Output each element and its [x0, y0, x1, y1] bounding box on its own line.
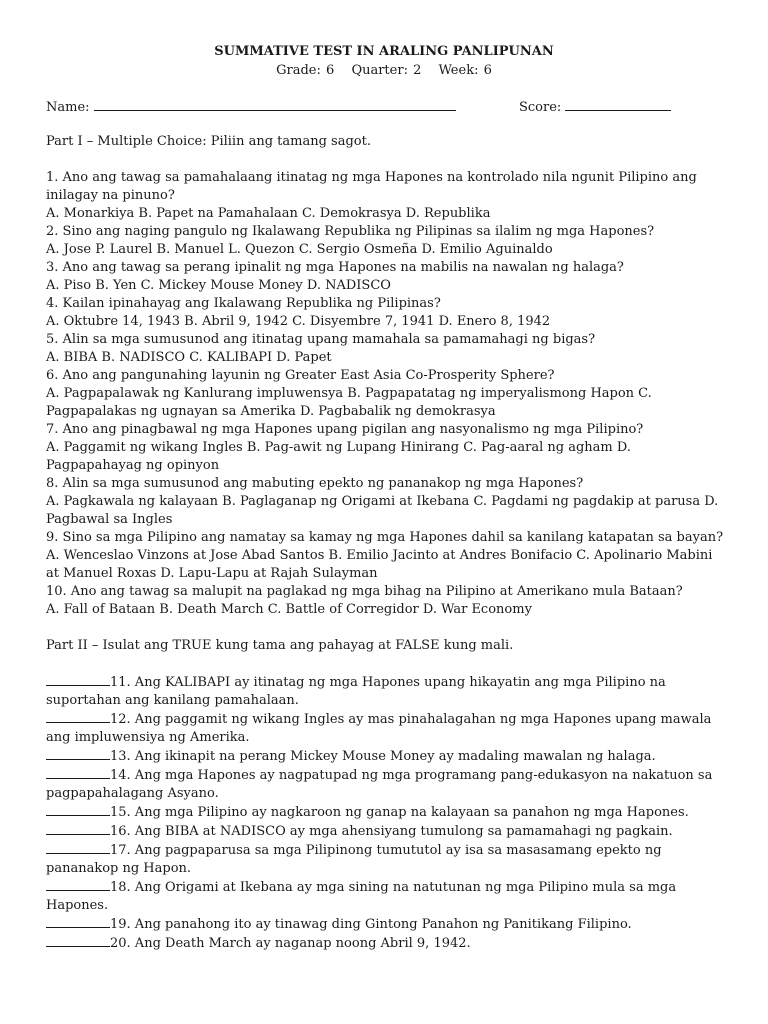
choices-9: A. Wenceslao Vinzons at Jose Abad Santos B. Emilio Jacinto at Andres Bonifacio C. Apolinario Mabini at Manuel Roxas D. Lapu-Lapu at Rajah Sulayman — [46, 548, 713, 581]
answer-blank-16[interactable] — [46, 822, 110, 835]
question-2: 2. Sino ang naging pangulo ng Ikalawang Republika ng Pilipinas sa ilalim ng mga Hapones? — [46, 224, 655, 239]
statement-text-13: 13. Ang ikinapit na perang Mickey Mouse Money ay madaling mawalan ng halaga. — [110, 749, 656, 764]
question-7: 7. Ano ang pinagbawal ng mga Hapones upang pigilan ang nasyonalismo ng mga Pilipino? — [46, 422, 644, 437]
question-1: 1. Ano ang tawag sa pamahalaang itinatag ng mga Hapones na kontrolado nila ngunit Pilipino ang inilagay na pinuno? — [46, 170, 697, 203]
statement-text-14: 14. Ang mga Hapones ay nagpatupad ng mga programang pang-edukasyon na nakatuon sa pagpapahalagang Asyano. — [46, 768, 713, 801]
statement-text-11: 11. Ang KALIBAPI ay itinatag ng mga Hapones upang hikayatin ang mga Pilipino na suportahan ang kanilang pamahalaan. — [46, 675, 666, 708]
test-subtitle — [0, 63, 768, 79]
question-6: 6. Ano ang pangunahing layunin ng Greater East Asia Co-Prosperity Sphere? — [46, 368, 555, 383]
part2-instruction: Part II – Isulat ang TRUE kung tama ang pahayag at FALSE kung mali. — [46, 638, 514, 653]
statement-text-16: 16. Ang BIBA at NADISCO ay mga ahensiyang tumulong sa pamamahagi ng pagkain. — [110, 824, 673, 839]
choices-7: A. Paggamit ng wikang Ingles B. Pag-awit ng Lupang Hinirang C. Pag-aaral ng agham D. Pagpapahayag ng opinyon — [46, 440, 631, 473]
name-label: Name: — [46, 100, 90, 115]
score-blank[interactable] — [565, 98, 671, 111]
answer-blank-13[interactable] — [46, 747, 110, 760]
statement-13 — [46, 747, 726, 766]
statement-text-15: 15. Ang mga Pilipino ay nagkaroon ng ganap na kalayaan sa panahon ng mga Hapones. — [110, 805, 689, 820]
question-10: 10. Ano ang tawag sa malupit na paglakad ng mga bihag na Pilipino at Amerikano mula Bataan? — [46, 584, 683, 599]
answer-blank-19[interactable] — [46, 915, 110, 928]
part1-questions — [46, 169, 726, 619]
week-label: Week: 6 — [438, 63, 492, 78]
question-3: 3. Ano ang tawag sa perang ipinalit ng mga Hapones na mabilis na nawalan ng halaga? — [46, 260, 624, 275]
choices-3: A. Piso B. Yen C. Mickey Mouse Money D. NADISCO — [46, 278, 391, 293]
name-blank[interactable] — [94, 98, 456, 111]
score-line — [519, 98, 671, 116]
statement-19 — [46, 915, 726, 934]
answer-blank-12[interactable] — [46, 710, 110, 723]
choices-8: A. Pagkawala ng kalayaan B. Paglaganap ng Origami at Ikebana C. Pagdami ng pagdakip at parusa D. Pagbawal sa Ingles — [46, 494, 719, 527]
answer-blank-11[interactable] — [46, 673, 110, 686]
part1-instruction: Part I – Multiple Choice: Piliin ang tamang sagot. — [46, 134, 371, 149]
statement-18 — [46, 878, 726, 915]
answer-blank-14[interactable] — [46, 766, 110, 779]
choices-4: A. Oktubre 14, 1943 B. Abril 9, 1942 C. Disyembre 7, 1941 D. Enero 8, 1942 — [46, 314, 551, 329]
answer-blank-17[interactable] — [46, 841, 110, 854]
statement-text-18: 18. Ang Origami at Ikebana ay mga sining na natutunan ng mga Pilipino mula sa mga Hapones. — [46, 880, 677, 913]
statement-text-19: 19. Ang panahong ito ay tinawag ding Gintong Panahon ng Panitikang Filipino. — [110, 917, 632, 932]
score-label: Score: — [519, 100, 562, 115]
statement-14 — [46, 766, 726, 803]
quarter-label: Quarter: 2 — [351, 63, 422, 78]
statement-12 — [46, 710, 726, 747]
choices-1: A. Monarkiya B. Papet na Pamahalaan C. Demokrasya D. Republika — [46, 206, 491, 221]
test-content — [46, 133, 726, 953]
choices-10: A. Fall of Bataan B. Death March C. Battle of Corregidor D. War Economy — [46, 602, 532, 617]
part2-statements — [46, 673, 726, 953]
question-8: 8. Alin sa mga sumusunod ang mabuting epekto ng pananakop ng mga Hapones? — [46, 476, 584, 491]
answer-blank-15[interactable] — [46, 803, 110, 816]
statement-20 — [46, 934, 726, 953]
question-4: 4. Kailan ipinahayag ang Ikalawang Republika ng Pilipinas? — [46, 296, 441, 311]
statement-text-20: 20. Ang Death March ay naganap noong Abril 9, 1942. — [110, 936, 471, 951]
answer-blank-20[interactable] — [46, 934, 110, 947]
question-5: 5. Alin sa mga sumusunod ang itinatag upang mamahala sa pamamahagi ng bigas? — [46, 332, 596, 347]
answer-blank-18[interactable] — [46, 878, 110, 891]
statement-text-12: 12. Ang paggamit ng wikang Ingles ay mas pinahalagahan ng mga Hapones upang mawala ang impluwensiya ng Amerika. — [46, 712, 712, 745]
grade-label: Grade: 6 — [276, 63, 335, 78]
statement-text-17: 17. Ang pagpaparusa sa mga Pilipinong tumututol ay isa sa masasamang epekto ng pananakop ng Hapon. — [46, 843, 662, 876]
statement-15 — [46, 803, 726, 822]
choices-2: A. Jose P. Laurel B. Manuel L. Quezon C. Sergio Osmeña D. Emilio Aguinaldo — [46, 242, 553, 257]
statement-16 — [46, 822, 726, 841]
name-line — [46, 98, 456, 116]
choices-6: A. Pagpapalawak ng Kanlurang impluwensya B. Pagpapatatag ng imperyalismong Hapon C. Pagpapalakas ng ugnayan sa Amerika D. Pagbabalik ng demokrasya — [46, 386, 652, 419]
statement-11 — [46, 673, 726, 710]
test-title: SUMMATIVE TEST IN ARALING PANLIPUNAN — [214, 44, 554, 59]
choices-5: A. BIBA B. NADISCO C. KALIBAPI D. Papet — [46, 350, 332, 365]
statement-17 — [46, 841, 726, 878]
question-9: 9. Sino sa mga Pilipino ang namatay sa kamay ng mga Hapones dahil sa kanilang katapatan sa bayan? — [46, 530, 724, 545]
